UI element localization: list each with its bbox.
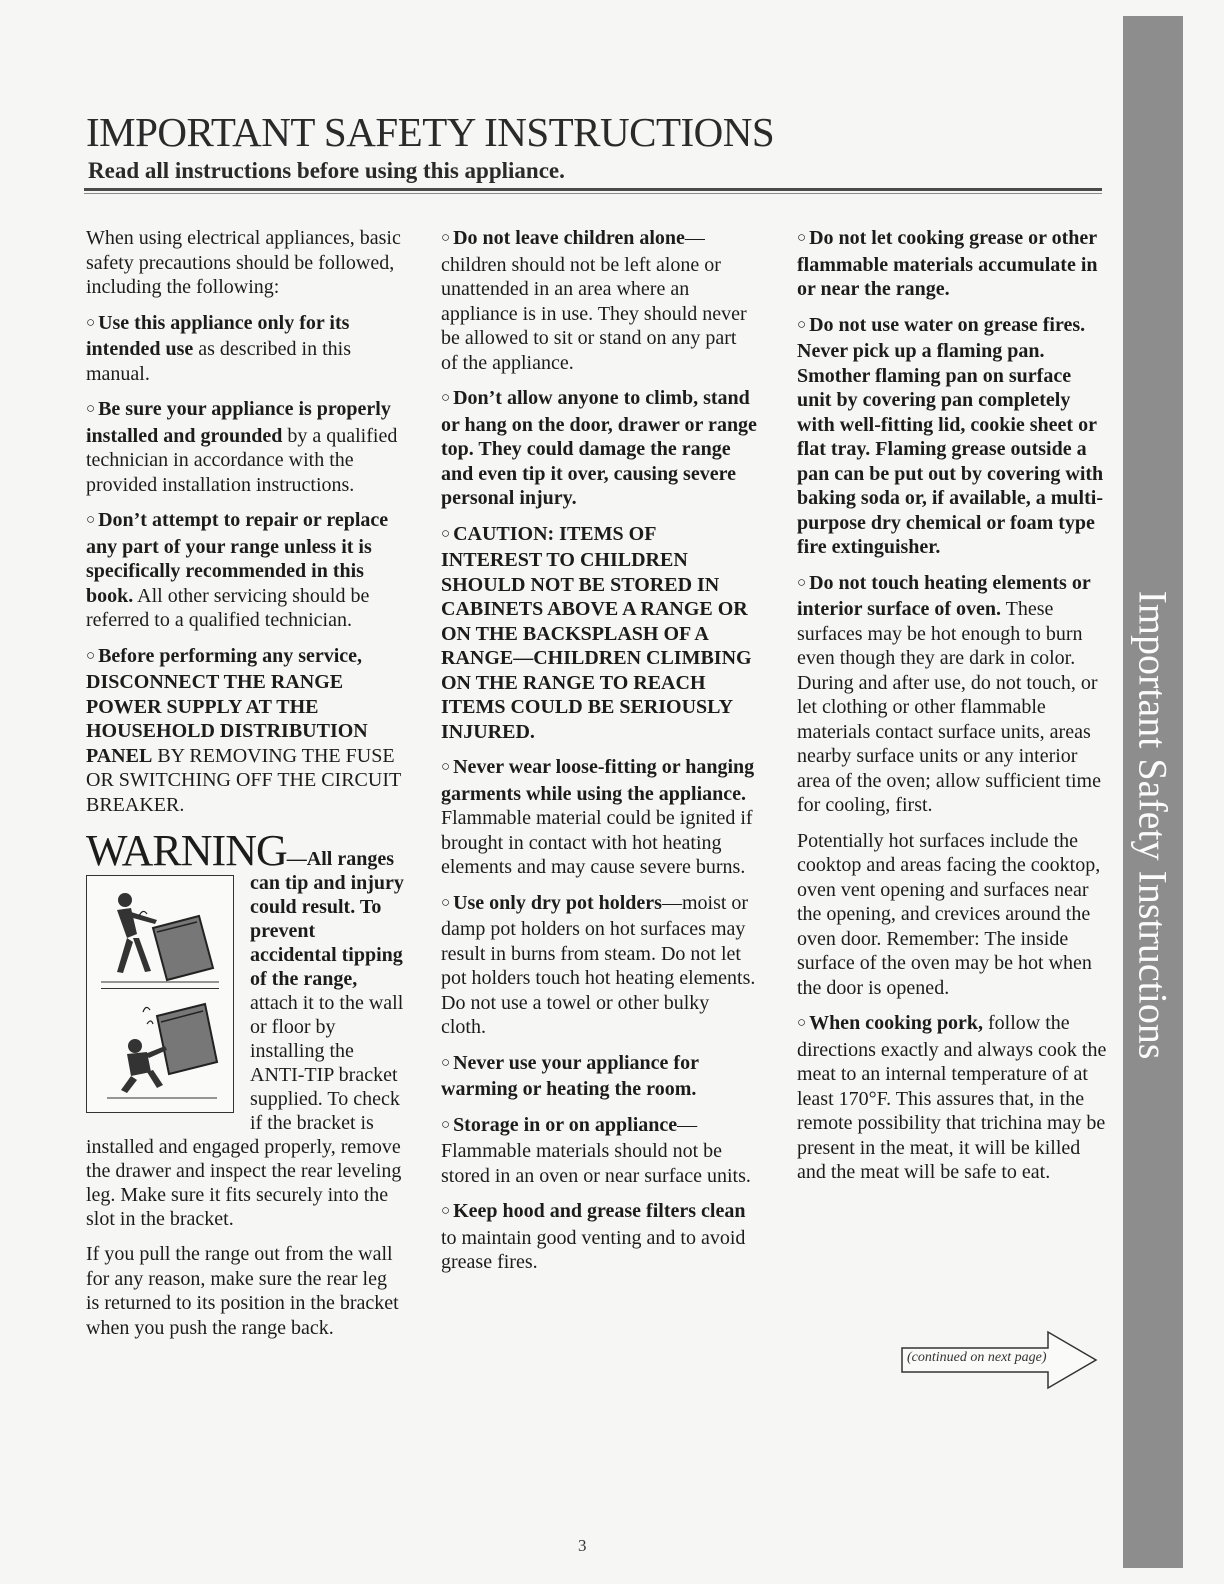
instruction-text: to maintain good venting and to avoid grease fires. — [441, 1226, 746, 1273]
instruction-item — [441, 522, 757, 745]
instruction-lead: Do not let cooking grease or other flammable materials accumulate in or near the range. — [797, 227, 1098, 300]
instruction-lead: Keep hood and grease filters clean — [453, 1200, 746, 1222]
instruction-item — [86, 311, 404, 387]
side-tab-label: Important Safety Instructions — [1130, 590, 1176, 1060]
instruction-item — [797, 226, 1107, 302]
instruction-item — [86, 508, 404, 633]
column-3 — [797, 226, 1107, 1196]
instruction-lead: When cooking pork, — [809, 1012, 983, 1034]
instruction-item — [797, 571, 1107, 818]
instruction-text: All other servicing should be referred to a qualified technician. — [86, 584, 370, 631]
instruction-text: follow the directions exactly and always cook the meat to an internal temperature of at least 170°F. This assures that, in the remote possibility that trichina may be present in the meat, it will be killed and the meat will be safe to eat. — [797, 1012, 1107, 1183]
instruction-item — [441, 226, 757, 375]
instruction-item — [441, 891, 757, 1040]
column-1 — [86, 226, 404, 1351]
instruction-lead: Use only dry pot holders — [453, 891, 662, 914]
instruction-lead: Do not use water on grease fires. Never pick up a flaming pan. Smother flaming pan on surface unit by covering pan completely with well-fitting lid, cookie sheet or flat tray. Flaming grease outside a pan can be put out by covering with baking soda or, if available, a multi-purpose dry chemical or foam type fire extinguisher. — [797, 313, 1104, 558]
instruction-lead: Use this appliance only for its intended use — [86, 311, 350, 360]
instruction-item — [86, 644, 404, 818]
page-title: IMPORTANT SAFETY INSTRUCTIONS — [86, 109, 775, 155]
instruction-item — [441, 386, 757, 511]
instruction-lead: Before performing any service, DISCONNECT THE RANGE POWER SUPPLY AT THE HOUSEHOLD DISTRIBUTION PANEL — [86, 644, 368, 767]
page-subtitle: Read all instructions before using this appliance. — [88, 158, 565, 183]
continued-label: (continued on next page) — [907, 1350, 1047, 1365]
circle-bullet-icon: ○ — [797, 1015, 807, 1031]
circle-bullet-icon: ○ — [86, 512, 96, 528]
instruction-lead: Be sure your appliance is properly installed and grounded — [86, 398, 391, 447]
header-rule-thin — [84, 193, 1102, 194]
circle-bullet-icon: ○ — [441, 1203, 451, 1219]
instruction-lead: Never use your appliance for warming or heating the room. — [441, 1051, 699, 1100]
circle-bullet-icon: ○ — [797, 316, 807, 333]
instruction-text: —children should not be left alone or unattended in an area where an appliance is in use. They should never be allowed to sit or stand on any part of the appliance. — [441, 227, 747, 374]
instruction-lead: Do not leave children alone — [453, 227, 685, 249]
circle-bullet-icon: ○ — [86, 401, 96, 417]
warning-text: attach it to the wall or floor by installing the ANTI-TIP bracket supplied. To check if the bracket is installed and engaged properly, remove the drawer and inspect the rear leveling leg. Make sure it fits securely into the slot in the bracket. — [86, 992, 404, 1230]
caution-text: CAUTION: ITEMS OF INTEREST TO CHILDREN SHOULD NOT BE STORED IN CABINETS ABOVE A RANGE OR ON THE BACKSPLASH OF A RANGE—CHILDREN CLIMBING ON THE RANGE TO REACH ITEMS COULD BE SERIOUSLY INJURED. — [441, 522, 752, 743]
circle-bullet-icon: ○ — [441, 525, 451, 542]
instruction-item — [441, 1113, 757, 1189]
circle-bullet-icon: ○ — [441, 390, 451, 406]
instruction-lead: Never wear loose-fitting or hanging garments while using the appliance. — [441, 756, 755, 805]
instruction-item — [797, 1011, 1107, 1185]
header-rule — [84, 188, 1102, 191]
warning-block — [86, 826, 404, 1231]
hot-surfaces-paragraph: Potentially hot surfaces include the cooktop and areas facing the cooktop, oven vent opening and surfaces near the opening, and crevices around the oven door. Remember: The inside surface of the oven may be hot when the door is opened. — [797, 829, 1101, 999]
circle-bullet-icon: ○ — [441, 759, 451, 775]
warning-heading: WARNING — [86, 826, 287, 875]
instruction-text: These surfaces may be hot enough to burn even though they are dark in color. During and after use, do not touch, or let clothing or other flammable materials contact surface units, areas nearby surface units or any interior area of the oven; allow sufficient time for cooling, first. — [797, 598, 1101, 816]
pull-range-paragraph: If you pull the range out from the wall for any reason, make sure the rear leg is returned to its position in the bracket when you push the range back. — [86, 1243, 399, 1339]
instruction-item — [441, 1199, 757, 1275]
circle-bullet-icon: ○ — [441, 1054, 451, 1071]
child-climbing-range-icon — [87, 876, 233, 1112]
instruction-text: Flammable material could be ignited if brought in contact with hot heating elements and may cause severe burns. — [441, 807, 753, 878]
instruction-lead: Don’t allow anyone to climb, stand or hang on the door, drawer or range top. They could damage the range and even tip it over, causing severe personal injury. — [441, 387, 757, 509]
instruction-text: —moist or damp pot holders on hot surfaces may result in burns from steam. Do not let pot holders touch hot heating elements. Do not use a towel or other bulky cloth. — [441, 891, 756, 1038]
instruction-text: —Flammable materials should not be stored in an oven or near surface units. — [441, 1113, 751, 1187]
circle-bullet-icon: ○ — [797, 574, 807, 591]
instruction-lead: Do not touch heating elements or interior surface of oven. — [797, 571, 1091, 620]
anti-tip-illustration — [86, 875, 234, 1113]
intro-paragraph: When using electrical appliances, basic safety precautions should be followed, including the following: — [86, 227, 401, 298]
instruction-text: BY REMOVING THE FUSE OR SWITCHING OFF THE CIRCUIT BREAKER. — [86, 744, 401, 816]
instruction-item — [86, 397, 404, 497]
column-2 — [441, 226, 757, 1286]
circle-bullet-icon: ○ — [441, 894, 451, 911]
warning-lead: —All ranges can tip and injury could result. To prevent accidental tipping of the range, — [250, 848, 404, 990]
instruction-item — [797, 313, 1107, 560]
page-number: 3 — [578, 1536, 587, 1555]
instruction-text: by a qualified technician in accordance with the provided installation instructions. — [86, 424, 398, 496]
circle-bullet-icon: ○ — [86, 647, 96, 664]
circle-bullet-icon: ○ — [441, 230, 451, 246]
circle-bullet-icon: ○ — [441, 1116, 451, 1133]
instruction-lead: Don’t attempt to repair or replace any part of your range unless it is specifically recommended in this book. — [86, 509, 389, 607]
instruction-item — [441, 755, 757, 880]
instruction-text: as described in this manual. — [86, 338, 351, 385]
circle-bullet-icon: ○ — [86, 314, 96, 331]
instruction-lead: Storage in or on appliance — [453, 1113, 678, 1136]
instruction-item — [441, 1051, 757, 1102]
circle-bullet-icon: ○ — [797, 230, 807, 246]
